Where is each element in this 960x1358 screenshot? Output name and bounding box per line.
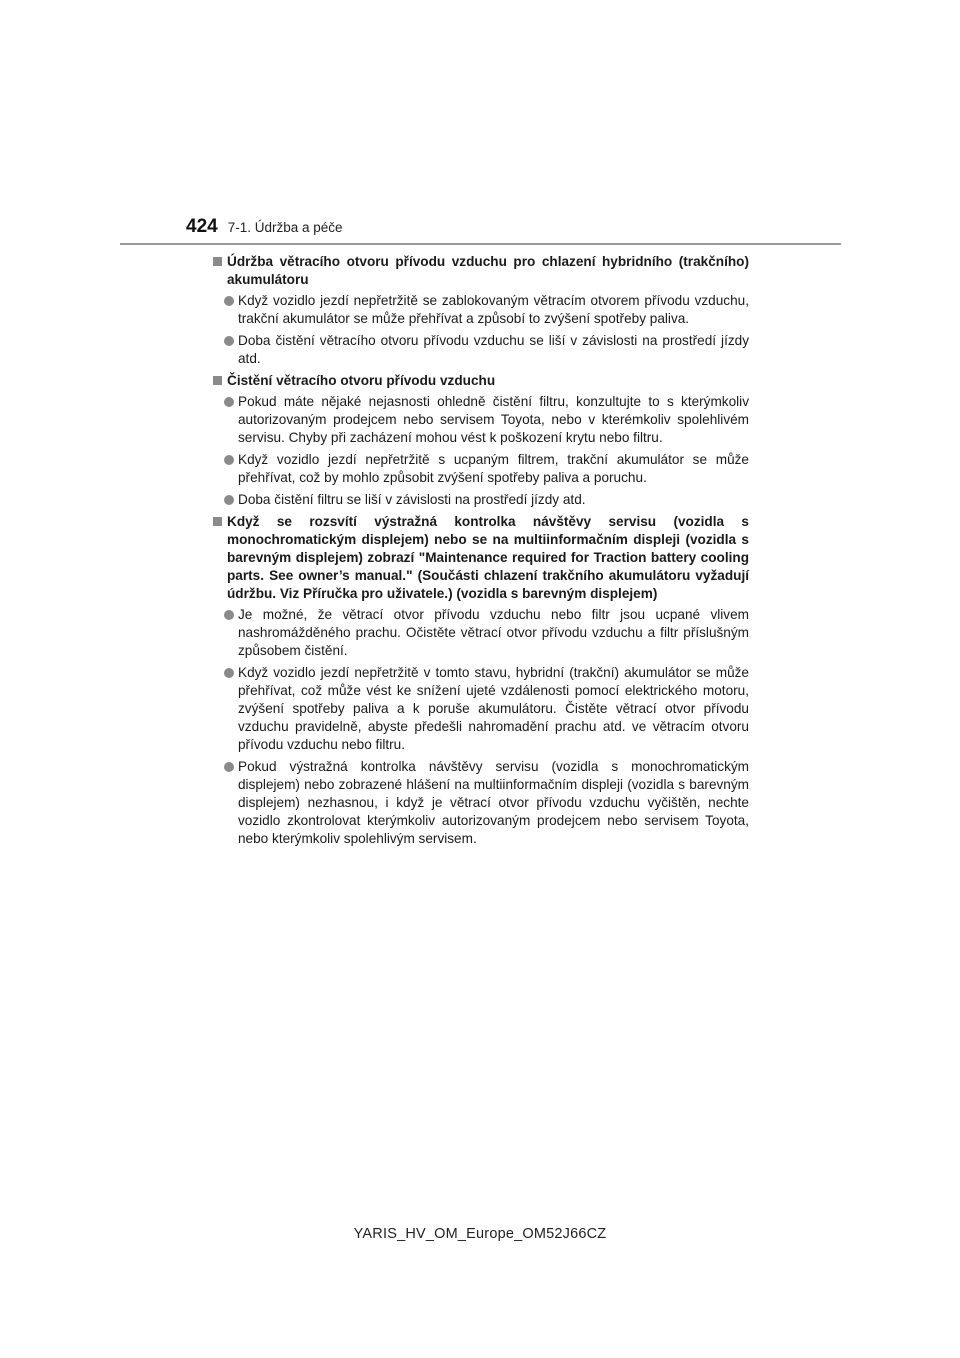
circle-bullet-icon	[224, 397, 234, 407]
section-heading	[213, 513, 749, 603]
list-item-text: Když vozidlo jezdí nepřetržitě se zablokovaným větracím otvorem přívodu vzduchu, trakční akumulátor se může přehřívat a způsobí to zvýšení spotřeby paliva.	[238, 293, 749, 326]
list-item	[213, 332, 749, 368]
list-item-text: Pokud výstražná kontrolka návštěvy servisu (vozidla s monochromatickým displejem) nebo zobrazené hlášení na multiinformačním displeji (vozidla s barevným displejem) nezhasnou, i když je větrací otvor přívodu vzduchu vyčištěn, nechte vozidlo zkontrolovat kterýmkoliv autorizovaným prodejcem nebo servisem Toyota, nebo kterýmkoliv spolehlivým servisem.	[238, 759, 749, 846]
list-item	[213, 758, 749, 848]
header-divider	[120, 243, 841, 245]
page-header	[186, 216, 343, 244]
square-bullet-icon	[213, 257, 222, 266]
circle-bullet-icon	[224, 610, 234, 620]
section-title: 7-1. Údržba a péče	[227, 220, 343, 235]
page-content	[213, 253, 749, 852]
list-item	[213, 664, 749, 754]
list-item-text: Když vozidlo jezdí nepřetržitě v tomto stavu, hybridní (trakční) akumulátor se může přehřívat, což může vést ke snížení ujeté vzdálenosti pomocí elektrického motoru, zvýšení spotřeby paliva a k poruše akumulátoru. Čistěte větrací otvor přívodu vzduchu pravidelně, abyste předešli nahromadění prachu atd. ve větracím otvoru přívodu vzduchu nebo filtru.	[238, 665, 749, 752]
circle-bullet-icon	[224, 455, 234, 465]
list-item-text: Doba čistění filtru se liší v závislosti na prostředí jízdy atd.	[238, 492, 586, 507]
heading-text: Čistění větracího otvoru přívodu vzduchu	[227, 373, 496, 388]
heading-text: Když se rozsvítí výstražná kontrolka návštěvy servisu (vozidla s monochromatickým displejem) nebo se na multiinformačním displeji (vozidla s barevným displejem) zobrazí "Maintenance required for Traction battery cooling parts. See owner’s manual." (Součásti chlazení trakčního akumulátoru vyžadují údržbu. Viz Příručka pro uživatele.) (vozidla s barevným displejem)	[227, 514, 749, 601]
section-intake-vent-cleaning	[213, 372, 749, 509]
circle-bullet-icon	[224, 668, 234, 678]
list-item	[213, 491, 749, 509]
section-heading	[213, 253, 749, 289]
list-item-text: Pokud máte nějaké nejasnosti ohledně čistění filtru, konzultujte to s kterýmkoliv autorizovaným prodejcem nebo servisem Toyota, nebo v kterémkoliv spolehlivém servisu. Chyby při zacházení mohou vést k poškození krytu nebo filtru.	[238, 394, 749, 445]
circle-bullet-icon	[224, 762, 234, 772]
section-warning-light	[213, 513, 749, 848]
list-item-text: Je možné, že větrací otvor přívodu vzduchu nebo filtr jsou ucpané vlivem nashromážděného prachu. Očistěte větrací otvor přívodu vzduchu a filtr příslušným způsobem čistění.	[238, 607, 749, 658]
list-item	[213, 393, 749, 447]
document-footer: YARIS_HV_OM_Europe_OM52J66CZ	[353, 1226, 607, 1242]
list-item	[213, 606, 749, 660]
list-item-text: Doba čistění větracího otvoru přívodu vzduchu se liší v závislosti na prostředí jízdy atd.	[238, 333, 749, 366]
circle-bullet-icon	[224, 336, 234, 346]
square-bullet-icon	[213, 517, 222, 526]
circle-bullet-icon	[224, 495, 234, 505]
square-bullet-icon	[213, 376, 222, 385]
section-intake-vent-maintenance	[213, 253, 749, 368]
heading-text: Údržba větracího otvoru přívodu vzduchu pro chlazení hybridního (trakčního) akumulátoru	[227, 254, 749, 287]
page-number: 424	[186, 216, 218, 237]
list-item	[213, 451, 749, 487]
list-item	[213, 292, 749, 328]
circle-bullet-icon	[224, 296, 234, 306]
section-heading	[213, 372, 749, 390]
list-item-text: Když vozidlo jezdí nepřetržitě s ucpaným filtrem, trakční akumulátor se může přehřívat, což by mohlo způsobit zvýšení spotřeby paliva a poruchu.	[238, 452, 749, 485]
